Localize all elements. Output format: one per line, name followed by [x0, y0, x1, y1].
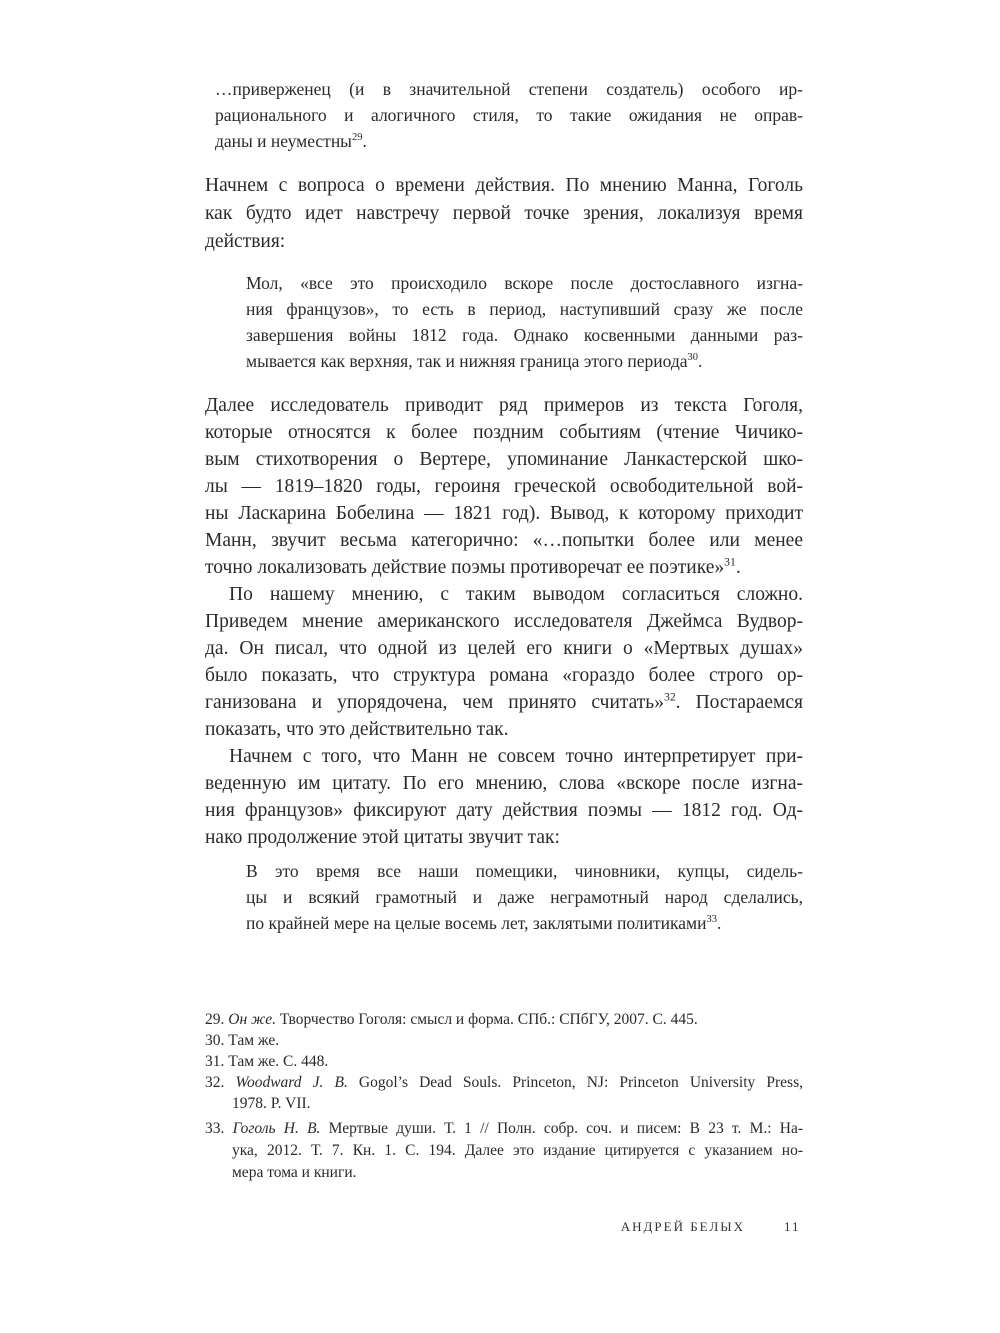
- paragraph-line: показать, что это действительно так.: [205, 719, 509, 740]
- paragraph-line: ны Ласкарина Бобелина — 1821 год). Вывод, к которому приходит: [205, 503, 803, 524]
- paragraph-line: ния французов» фиксируют дату действия поэмы — 1812 год. Од-: [205, 800, 803, 821]
- footnote-ref[interactable]: 29: [351, 132, 363, 144]
- paragraph-line: По нашему мнению, с таким выводом согласиться сложно.: [229, 584, 803, 605]
- footnote-line: 31. Там же. С. 448.: [205, 1053, 329, 1070]
- paragraph-line: было показать, что структура романа «гораздо более строго ор-: [205, 665, 803, 686]
- paragraph-line: действия:: [205, 231, 286, 252]
- paragraph-line: Далее исследователь приводит ряд примеров из текста Гоголя,: [205, 395, 803, 416]
- paragraph-line: Манн, звучит весьма категорично: «…попытки более или менее: [205, 530, 803, 551]
- paragraph-line: Начнем с вопроса о времени действия. По мнению Манна, Гоголь: [205, 175, 803, 196]
- paragraph-line: вым стихотворения о Вертере, упоминание Ланкастерской шко-: [205, 449, 803, 470]
- paragraph-line: точно локализовать действие поэмы противоречат ее поэтике»$^{31}$.: [205, 555, 741, 578]
- paragraph-line: которые относятся к более поздним событиям (чтение Чичико-: [205, 422, 803, 443]
- footnote-line: 32. Woodward J. B. Gogol’s Dead Souls. Princeton, NJ: Princeton University Press,: [205, 1074, 804, 1091]
- paragraph-line: веденную им цитату. По его мнению, слова «вскоре после изгна-: [205, 773, 803, 794]
- footnote-line: 33. Гоголь Н. В. Мертвые души. Т. 1 // Полн. собр. соч. и писем: В 23 т. М.: На-: [205, 1120, 804, 1137]
- paragraph-line: нако продолжение этой цитаты звучит так:: [205, 827, 560, 848]
- quote-line: Мол, «все это происходило вскоре после достославного изгна-: [246, 273, 803, 293]
- quote-line: рационального и алогичного стиля, то такие ожидания не оправ-: [215, 105, 803, 125]
- running-footer-author: АНДРЕЙ БЕЛЫХ: [620, 1219, 745, 1234]
- quote-line: …приверженец (и в значительной степени создатель) особого ир-: [215, 79, 803, 99]
- footnote-ref[interactable]: 31: [724, 555, 736, 569]
- footnote-ref[interactable]: 33: [706, 914, 717, 926]
- running-footer: [0, 1218, 1000, 1236]
- quote-line: даны и неуместны$^{29}$.: [215, 131, 367, 151]
- footnote-author: Гоголь Н. В.: [232, 1120, 321, 1137]
- page-number: 11: [784, 1219, 801, 1234]
- quote-line: ния французов», то есть в период, наступивший сразу же после: [246, 299, 803, 319]
- footnote-author: Woodward J. B.: [235, 1074, 348, 1091]
- footnote-author: Он же.: [228, 1011, 276, 1028]
- paragraph-line: Приведем мнение американского исследователя Джеймса Вудвор-: [205, 611, 803, 632]
- footnote-ref[interactable]: 32: [663, 690, 676, 704]
- footnote-line: 1978. P. VII.: [232, 1095, 311, 1112]
- footnote-line: 29. Он же. Творчество Гоголя: смысл и форма. СПб.: СПбГУ, 2007. С. 445.: [205, 1011, 698, 1028]
- footnote-line: ука, 2012. Т. 7. Кн. 1. С. 194. Далее это издание цитируется с указанием но-: [232, 1142, 803, 1159]
- paragraph-line: лы — 1819–1820 годы, героиня греческой освободительной вой-: [205, 476, 803, 497]
- paragraph-line: Начнем с того, что Манн не совсем точно интерпретирует при-: [229, 746, 803, 767]
- quote-line: завершения войны 1812 года. Однако косвенными данными раз-: [246, 325, 803, 345]
- quote-line: цы и всякий грамотный и даже неграмотный народ сделались,: [246, 887, 803, 907]
- paragraph-line: ганизована и упорядочена, чем принято считать»$^{32}$. Постараемся: [205, 690, 804, 713]
- quote-line: мывается как верхняя, так и нижняя граница этого периода$^{30}$.: [246, 351, 703, 371]
- paragraph-line: как будто идет навстречу первой точке зрения, локализуя время: [205, 203, 803, 224]
- quote-line: по крайней мере на целые восемь лет, заклятыми политиками$^{33}$.: [246, 913, 722, 933]
- footnote-ref[interactable]: 30: [687, 352, 699, 364]
- footnote-line: мера тома и книги.: [232, 1164, 357, 1181]
- paragraph-line: да. Он писал, что одной из целей его книги о «Мертвых душах»: [205, 638, 803, 659]
- footnote-line: 30. Там же.: [205, 1032, 280, 1049]
- quote-line: В это время все наши помещики, чиновники, купцы, сидель-: [246, 861, 803, 881]
